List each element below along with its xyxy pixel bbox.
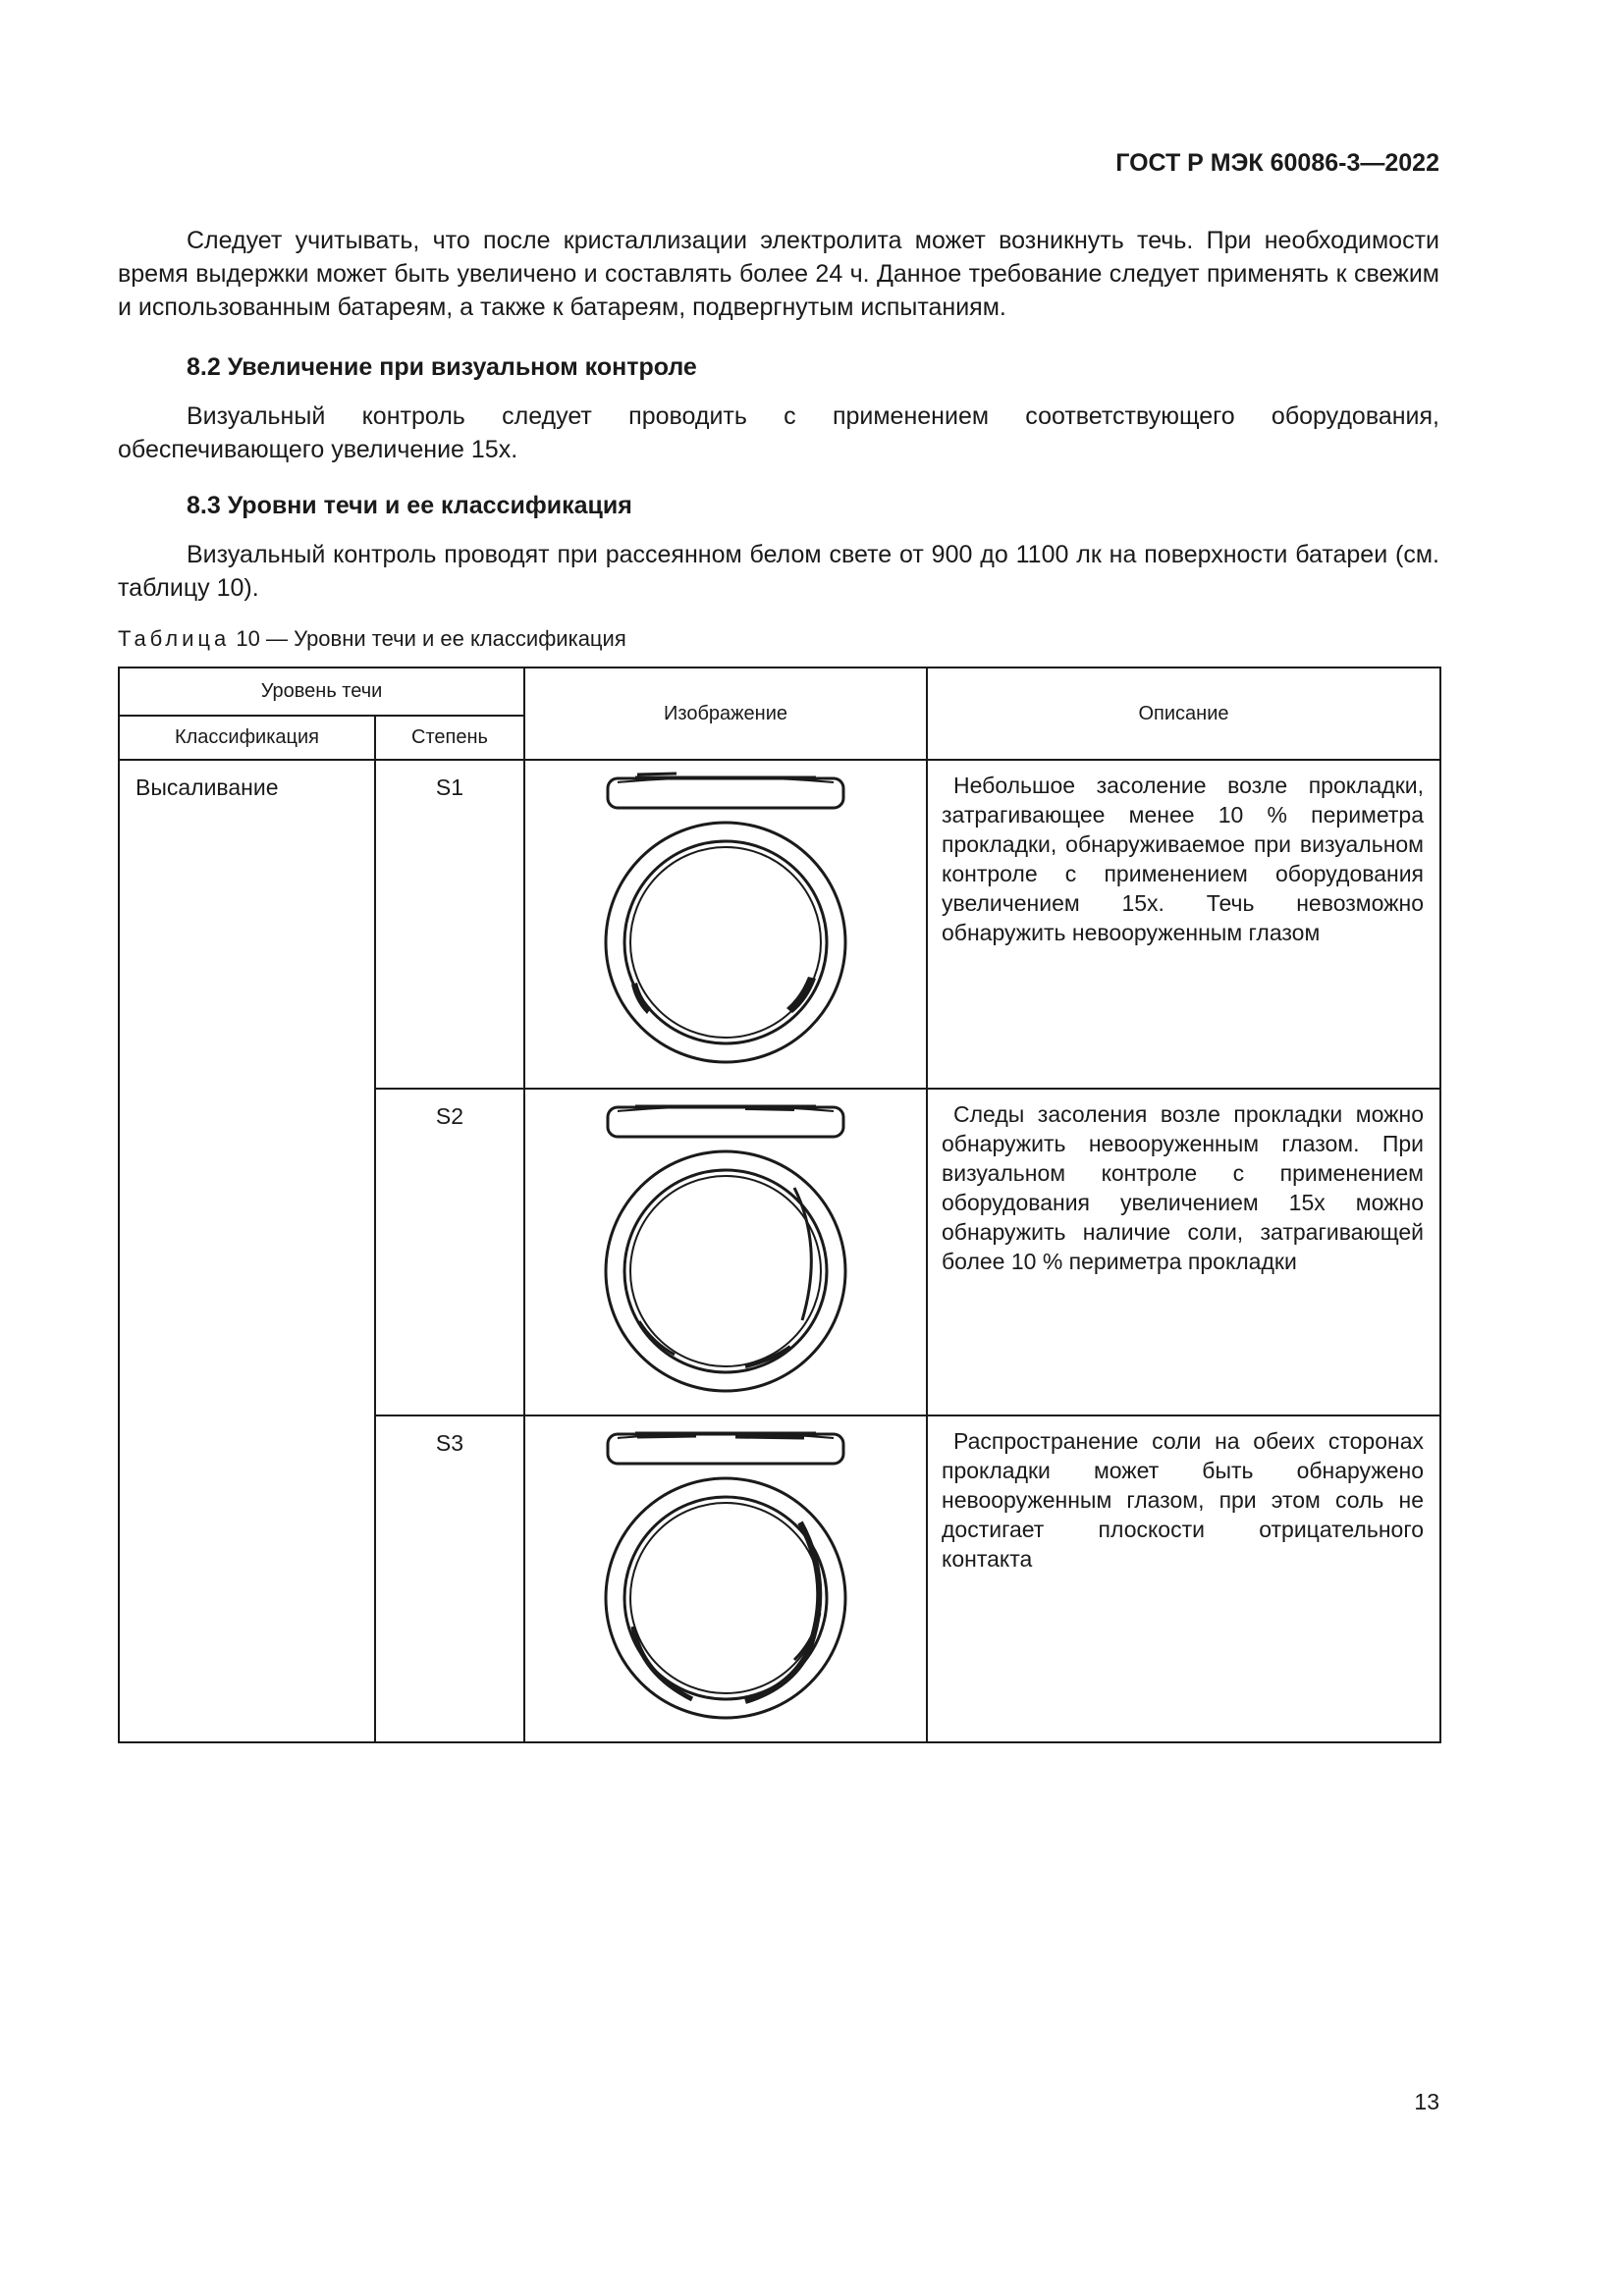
description-cell — [927, 1089, 1440, 1415]
table-caption — [118, 626, 626, 652]
body-paragraph-2 — [118, 400, 1439, 466]
degree-cell: S3 — [375, 1415, 524, 1742]
body-paragraph-3 — [118, 538, 1439, 605]
battery-leak-s1-icon — [598, 761, 853, 1075]
description-text: Распространение соли на обеих сторонах прокладки может быть обнаружено невооруженным глазом, при этом соль не достигает плоскости отрицательного контакта — [942, 1428, 1424, 1572]
degree-cell: S2 — [375, 1089, 524, 1415]
header-description: Описание — [927, 667, 1440, 760]
header-image: Изображение — [524, 667, 927, 760]
paragraph-text: Следует учитывать, что после кристаллизации электролита может возникнуть течь. При необходимости время выдержки может быть увеличено и составлять более 24 ч. Данное требование следует применять к свежим и использованным батареям, а также к батареям, подвергнутым испытаниям. — [118, 227, 1439, 321]
description-text: Следы засоления возле прокладки можно обнаружить невооруженным глазом. При визуальном контроле с применением оборудования увеличением 15х можно обнаружить наличие соли, затрагивающей более 10 % периметра прокладки — [942, 1101, 1424, 1274]
paragraph-text: Визуальный контроль проводят при рассеянном белом свете от 900 до 1100 лк на поверхности батареи (см. таблицу 10). — [118, 541, 1439, 602]
paragraph-text: Визуальный контроль следует проводить с применением соответствующего оборудования, обеспечивающего увеличение 15х. — [118, 402, 1439, 463]
header-classification: Классификация — [119, 716, 375, 760]
table-caption-label: Таблица — [118, 626, 231, 651]
body-paragraph-1 — [118, 224, 1439, 324]
table-row — [119, 760, 1440, 1089]
section-heading-8-3 — [118, 489, 1439, 522]
battery-leak-s3-icon — [598, 1416, 853, 1731]
section-heading-8-2 — [118, 350, 1439, 384]
image-cell — [524, 1089, 927, 1415]
heading-text: 8.2 Увеличение при визуальном контроле — [187, 353, 697, 381]
image-cell — [524, 1415, 927, 1742]
header-degree: Степень — [375, 716, 524, 760]
table-caption-title: 10 — Уровни течи и ее классификация — [236, 626, 626, 651]
header-leak-level: Уровень течи — [119, 667, 524, 716]
description-text: Небольшое засоление возле прокладки, затрагивающее менее 10 % периметра прокладки, обнаруживаемое при визуальном контроле с применением оборудования увеличением 15х. Течь невозможно обнаружить невооруженным глазом — [942, 773, 1424, 945]
image-cell — [524, 760, 927, 1089]
leak-level-table — [118, 667, 1441, 1743]
heading-text: 8.3 Уровни течи и ее классификация — [187, 492, 632, 519]
battery-leak-s2-icon — [598, 1090, 853, 1404]
document-code: ГОСТ Р МЭК 60086-3—2022 — [1115, 149, 1439, 177]
degree-cell: S1 — [375, 760, 524, 1089]
page-number: 13 — [1414, 2089, 1439, 2114]
description-cell — [927, 1415, 1440, 1742]
description-cell — [927, 760, 1440, 1089]
classification-cell: Высаливание — [119, 760, 375, 1742]
